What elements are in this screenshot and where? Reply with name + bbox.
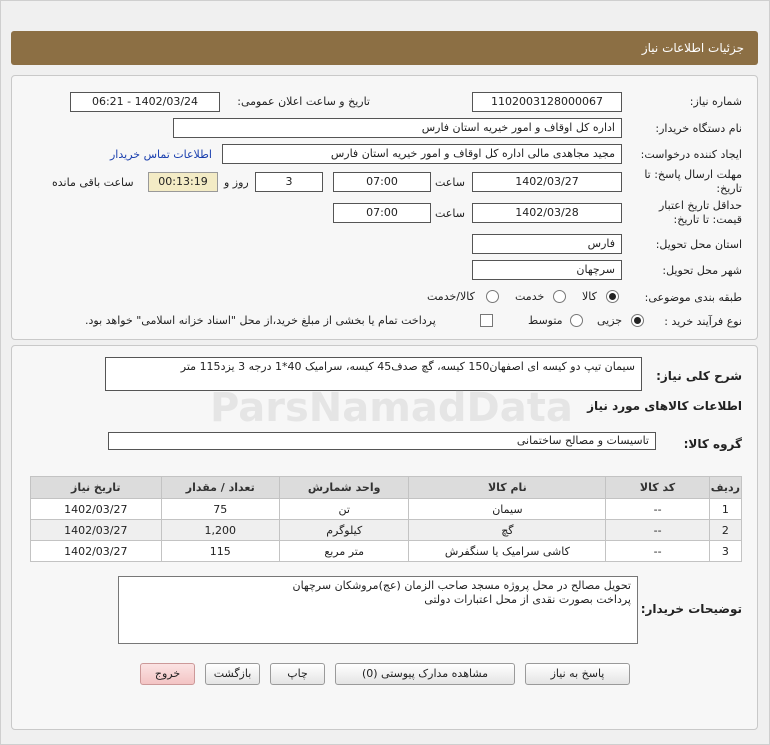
cell-quantity: 75 xyxy=(161,499,279,520)
buyer-notes-field: تحویل مصالح در محل پروژه مسجد صاحب الزمان (عج)مروشکان سرچهان پرداخت بصورت نقدی از محل اعتبارات دولتی xyxy=(118,576,638,644)
cell-row-number: 3 xyxy=(709,541,741,562)
province-label: استان محل تحویل: xyxy=(655,238,742,251)
goods-group-label: گروه کالا: xyxy=(683,437,742,451)
table-row xyxy=(31,520,742,541)
deadline-label-2: تاریخ: xyxy=(716,182,742,195)
requester-label: ایجاد کننده درخواست: xyxy=(640,148,742,161)
announce-label: تاریخ و ساعت اعلان عمومی: xyxy=(237,95,370,108)
description-field: سیمان تیپ دو کیسه ای اصفهان150 کیسه، گچ صدف45 کیسه، سرامیک 40*1 درجه 3 یزد115 متر xyxy=(105,357,642,391)
table-row xyxy=(31,499,742,520)
category-option-service: خدمت xyxy=(515,290,545,303)
validity-time-field: 07:00 xyxy=(333,203,431,223)
cell-row-number: 2 xyxy=(709,520,741,541)
process-radio-minor[interactable] xyxy=(631,314,644,327)
table-row xyxy=(31,541,742,562)
col-row-number: ردیف xyxy=(709,477,741,499)
buyer-org-field: اداره کل اوقاف و امور خیریه استان فارس xyxy=(173,118,622,138)
deadline-date-field: 1402/03/27 xyxy=(472,172,622,192)
cell-unit: تن xyxy=(279,499,408,520)
view-attachments-button[interactable]: مشاهده مدارک پیوستی (0) xyxy=(335,663,515,685)
col-need-date: تاریخ نیاز xyxy=(31,477,162,499)
col-item-code: کد کالا xyxy=(606,477,709,499)
page-title: جزئیات اطلاعات نیاز xyxy=(11,31,758,65)
validity-date-field: 1402/03/28 xyxy=(472,203,622,223)
reply-button[interactable]: پاسخ به نیاز xyxy=(525,663,630,685)
cell-row-number: 1 xyxy=(709,499,741,520)
remaining-label: ساعت باقی مانده xyxy=(52,176,134,189)
need-number-field: 1102003128000067 xyxy=(472,92,622,112)
col-unit: واحد شمارش xyxy=(279,477,408,499)
items-table xyxy=(30,476,742,562)
buyer-contact-link[interactable]: اطلاعات تماس خریدار xyxy=(110,148,212,161)
category-radio-goods[interactable] xyxy=(606,290,619,303)
city-label: شهر محل تحویل: xyxy=(662,264,742,277)
cell-item-code: -- xyxy=(606,520,709,541)
items-section-title: اطلاعات کالاهای مورد نیاز xyxy=(587,399,742,413)
process-option-minor: جزیی xyxy=(597,314,623,327)
cell-item-name: سیمان xyxy=(409,499,606,520)
process-option-medium: متوسط xyxy=(528,314,563,327)
deadline-time-label: ساعت xyxy=(435,176,465,189)
cell-item-code: -- xyxy=(606,499,709,520)
process-radio-medium[interactable] xyxy=(570,314,583,327)
buyer-org-label: نام دستگاه خریدار: xyxy=(655,122,742,135)
buyer-notes-label: توضیحات خریدار: xyxy=(640,602,742,616)
need-number-label: شماره نیاز: xyxy=(689,95,742,108)
process-label: نوع فرآیند خرید : xyxy=(664,315,742,328)
announce-field: 1402/03/24 - 06:21 xyxy=(70,92,220,112)
cell-need-date: 1402/03/27 xyxy=(31,541,162,562)
goods-group-field: تاسیسات و مصالح ساختمانی xyxy=(108,432,656,450)
treasury-note: پرداخت تمام یا بخشی از مبلغ خرید،از محل "اسناد خزانه اسلامی" خواهد بود. xyxy=(85,314,436,327)
category-label: طبقه بندی موضوعی: xyxy=(644,291,742,304)
cell-unit: متر مربع xyxy=(279,541,408,562)
province-field: فارس xyxy=(472,234,622,254)
cell-unit: کیلوگرم xyxy=(279,520,408,541)
cell-item-code: -- xyxy=(606,541,709,562)
cell-need-date: 1402/03/27 xyxy=(31,499,162,520)
validity-time-label: ساعت xyxy=(435,207,465,220)
category-radio-service[interactable] xyxy=(553,290,566,303)
city-field: سرچهان xyxy=(472,260,622,280)
deadline-label-1: مهلت ارسال پاسخ: تا xyxy=(644,168,742,181)
cell-quantity: 115 xyxy=(161,541,279,562)
cell-need-date: 1402/03/27 xyxy=(31,520,162,541)
category-option-goods: کالا xyxy=(582,290,597,303)
print-button[interactable]: چاپ xyxy=(270,663,325,685)
description-label: شرح کلی نیاز: xyxy=(656,369,742,383)
validity-label-1: حداقل تاریخ اعتبار xyxy=(658,199,742,212)
category-option-both: کالا/خدمت xyxy=(427,290,475,303)
cell-item-name: کاشی سرامیک یا سنگفرش xyxy=(409,541,606,562)
validity-label-2: قیمت: تا تاریخ: xyxy=(673,213,742,226)
cell-item-name: گچ xyxy=(409,520,606,541)
treasury-checkbox[interactable] xyxy=(480,314,493,327)
days-label: روز و xyxy=(224,176,249,189)
days-count-field: 3 xyxy=(255,172,323,192)
col-item-name: نام کالا xyxy=(409,477,606,499)
col-quantity: تعداد / مقدار xyxy=(161,477,279,499)
back-button[interactable]: بازگشت xyxy=(205,663,260,685)
cell-quantity: 1,200 xyxy=(161,520,279,541)
requester-field: مجید مجاهدی مالی اداره کل اوقاف و امور خیریه استان فارس xyxy=(222,144,622,164)
remaining-timer: 00:13:19 xyxy=(148,172,218,192)
category-radio-both[interactable] xyxy=(486,290,499,303)
table-header-row xyxy=(31,477,742,499)
deadline-time-field: 07:00 xyxy=(333,172,431,192)
exit-button[interactable]: خروج xyxy=(140,663,195,685)
